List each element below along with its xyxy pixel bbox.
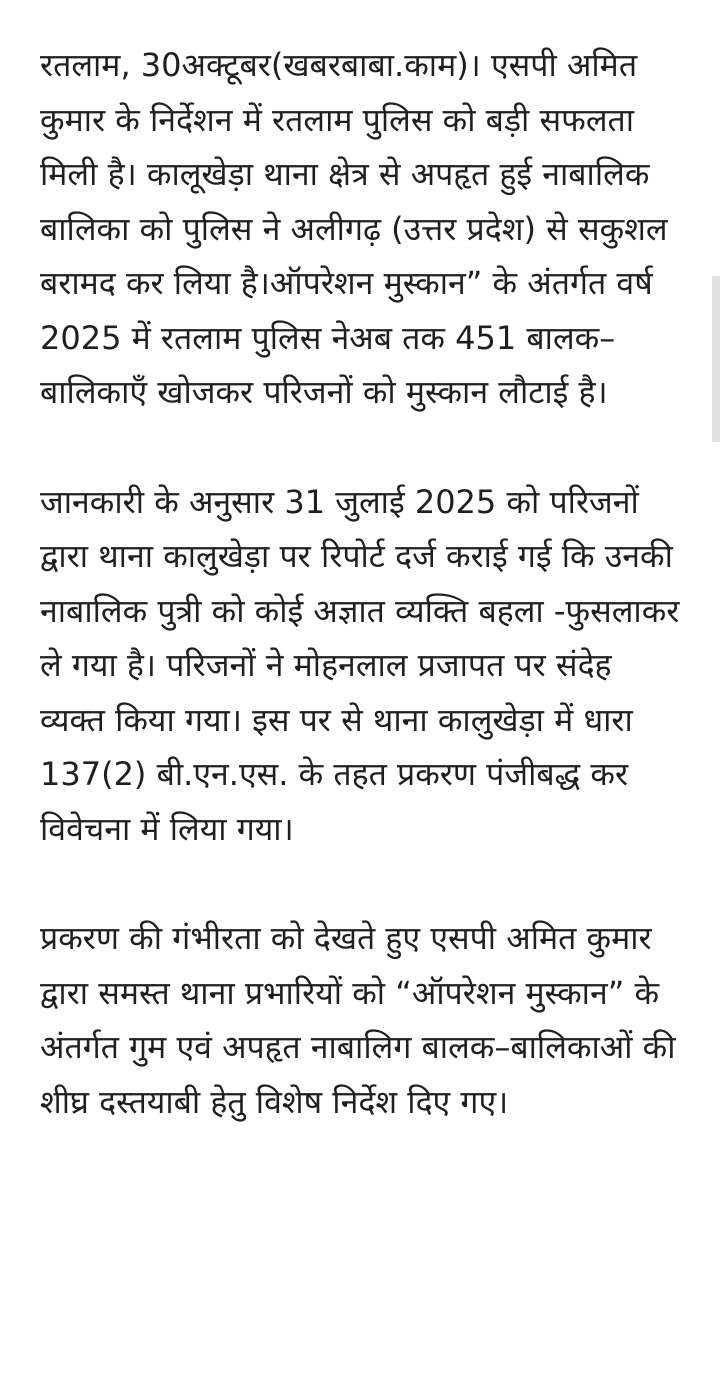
scrollbar-thumb[interactable] xyxy=(712,276,720,442)
article-body xyxy=(40,38,680,1184)
article-paragraph-1: रतलाम, 30अक्टूबर(खबरबाबा.काम)। एसपी अमित कुमार के निर्देशन में रतलाम पुलिस को बड़ी सफलता मिली है। कालूखेड़ा थाना क्षेत्र से अपहृत हुई नाबालिक बालिका को पुलिस ने अलीगढ़ (उत्तर प्रदेश) से सकुशल बरामद कर लिया है।ऑपरेशन मुस्कान” के अंतर्गत वर्ष 2025 में रतलाम पुलिस नेअब तक 451 बालक–बालिकाएँ खोजकर परिजनों को मुस्कान लौटाई है। xyxy=(40,46,668,411)
article-paragraph-2: जानकारी के अनुसार 31 जुलाई 2025 को परिजनों द्वारा थाना कालुखेड़ा पर रिपोर्ट दर्ज कराई गई कि उनकी नाबालिक पुत्री को कोई अज्ञात व्यक्ति बहला -फुसलाकर ले गया है। परिजनों ने मोहनलाल प्रजापत पर संदेह व्यक्त किया गया। इस पर से थाना कालुखेड़ा में धारा 137(2) बी.एन.एस. के तहत प्रकरण पंजीबद्ध कर विवेचना में लिया गया। xyxy=(40,482,680,848)
article-paragraph-3: प्रकरण की गंभीरता को देखते हुए एसपी अमित कुमार द्वारा समस्त थाना प्रभारियों को “ऑपरेशन मुस्कान” के अंतर्गत गुम एवं अपहृत नाबालिग बालक–बालिकाओं की शीघ्र दस्तयाबी हेतु विशेष निर्देश दिए गए। xyxy=(40,919,676,1121)
